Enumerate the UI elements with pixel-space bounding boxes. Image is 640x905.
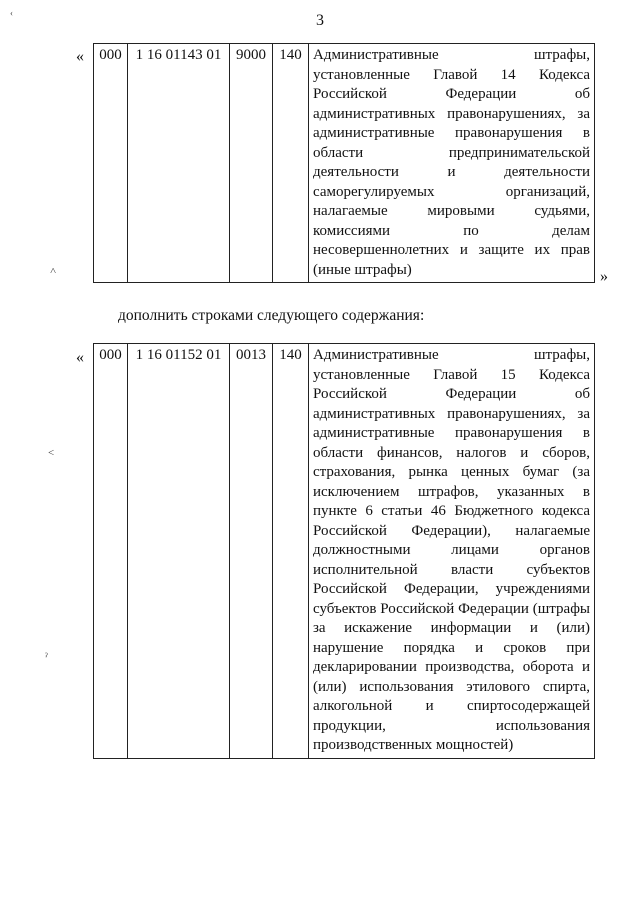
kbk-code-cell: 1 16 01143 01 (128, 44, 230, 283)
sub-code-cell: 9000 (230, 44, 273, 283)
budget-table-2 (93, 343, 595, 759)
corner-mark: ‹ (10, 8, 13, 18)
open-quote: « (76, 48, 84, 65)
close-quote: » (600, 268, 608, 285)
open-quote: « (76, 349, 84, 366)
table-row (94, 344, 595, 759)
sub-code-cell: 0013 (230, 344, 273, 759)
page-number: 3 (316, 12, 324, 29)
scan-mark: ˄ (50, 265, 57, 277)
kosgu-code-cell: 140 (273, 344, 309, 759)
scan-mark: ˀ (45, 651, 48, 663)
scan-mark: ˂ (48, 447, 55, 459)
table-row (94, 44, 595, 283)
description-cell: Административные штрафы, установленные Главой 15 Кодекса Российской Федерации об административных правонарушениях, за административные правонарушения в области финансов, налогов и сборов, страхования, рынка ценных бумаг (за исключением штрафов, указанных в пункте 6 статьи 46 Бюджетного кодекса Российской Федерации), налагаемые должностными лицами органов исполнительной власти субъектов Российской Федерации, учреждениями субъектов Российской Федерации (штрафы за искажение информации и (или) нарушение порядка и сроков при декларировании производства, оборота и (или) использования этилового спирта, алкогольной и спиртосодержащей продукции, использования производственных мощностей) (309, 344, 595, 759)
kbk-code-cell: 1 16 01152 01 (128, 344, 230, 759)
admin-code-cell: 000 (94, 44, 128, 283)
admin-code-cell: 000 (94, 344, 128, 759)
budget-table-1 (93, 43, 595, 283)
intro-text: дополнить строками следующего содержания: (118, 307, 425, 324)
description-cell: Административные штрафы, установленные Главой 14 Кодекса Российской Федерации об административных правонарушениях, за административные правонарушения в области предпринимательской деятельности и деятельности саморегулируемых организаций, налагаемые мировыми судьями, комиссиями по делам несовершеннолетних и защите их прав (иные штрафы) (309, 44, 595, 283)
kosgu-code-cell: 140 (273, 44, 309, 283)
